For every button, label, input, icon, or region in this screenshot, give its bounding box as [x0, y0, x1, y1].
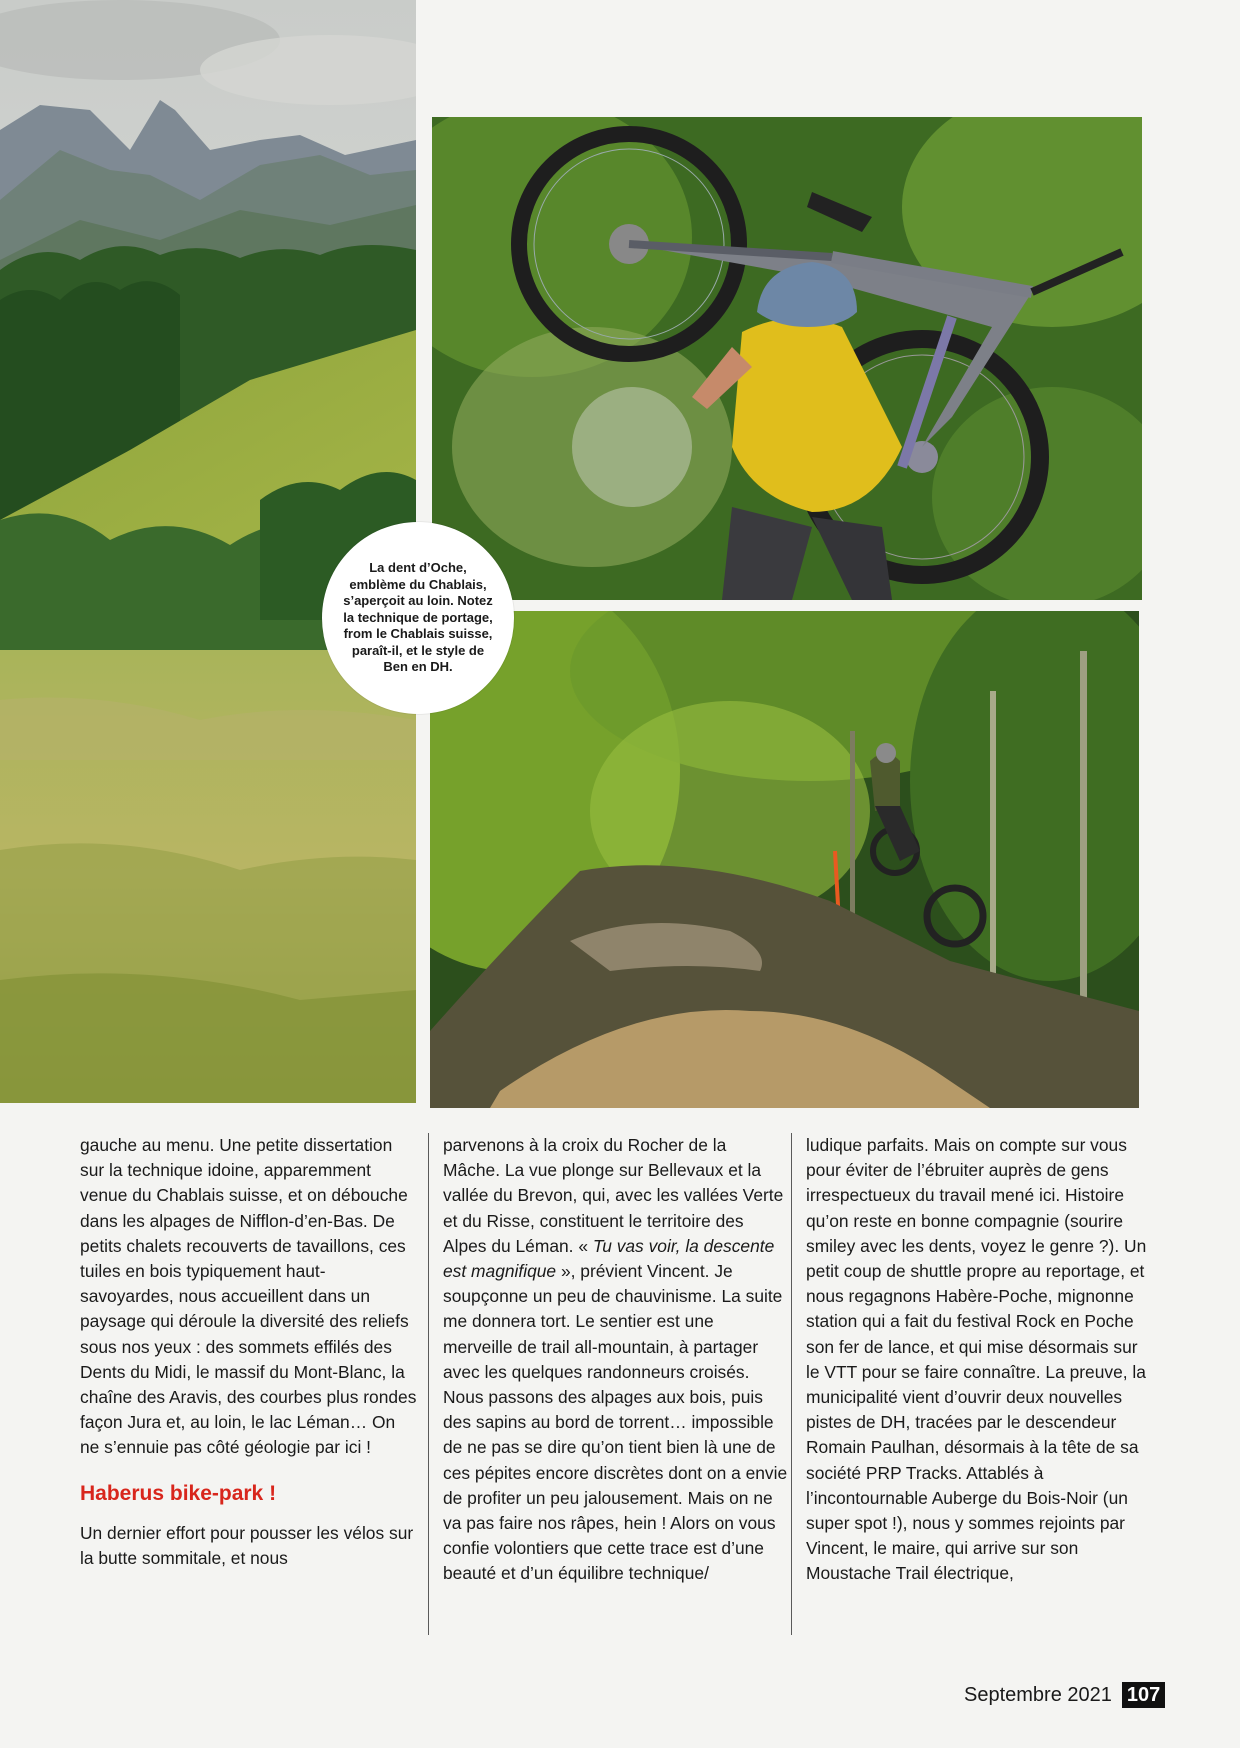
- photo-caption-bubble: [322, 522, 514, 714]
- column-rule: [791, 1133, 792, 1635]
- body-paragraph: [443, 1133, 788, 1587]
- page-folio: [964, 1682, 1165, 1708]
- issue-date: Septembre 2021: [964, 1683, 1112, 1706]
- body-paragraph: gauche au menu. Une petite dissertation sur la technique idoine, apparemment venue du Chablais suisse, et on débouche dans les alpages de Nifflon-d’en-Bas. De petits chalets recouverts de tavaillons, ces tuiles en bois typiquement haut-savoyardes, nous accueillent dans un paysage qui déroule la diversité des reliefs sous nos yeux : des sommets effilés des Dents du Midi, le massif du Mont-Blanc, la chaîne des Aravis, des courbes plus rondes façon Jura et, au loin, le lac Léman… On ne s’ennuie pas côté géologie par ici !: [80, 1135, 417, 1458]
- body-text: », prévient Vincent. Je soupçonne un peu de chauvinisme. La suite me donnera tort. Le sentier est une merveille de trail all-mountain, à partager avec les quelques randonneurs croisés. Nous passons des alpages aux bois, puis des sapins au bord de torrent… impossible de ne pas se dire qu’on tient bien là une de ces pépites encore discrètes dont on a envie de profiter un peu jalousement. Mais on ne va pas faire nos râpes, hein ! Alors on vous confie volontiers que cette trace est d’une beauté et d’un équilibre technique/: [443, 1261, 788, 1584]
- article-column-2: [443, 1133, 788, 1587]
- article-column-3: [806, 1133, 1151, 1587]
- body-text: parvenons à la croix du Rocher de la Mâche. La vue plonge sur Bellevaux et la vallée du Brevon, qui, avec les vallées Verte et du Risse, constituent le territoire des Alpes du Léman. «: [443, 1135, 784, 1256]
- article-column-1: [80, 1133, 418, 1571]
- photo-caption: La dent d’Oche, emblème du Chablais, s’aperçoit au loin. Notez la technique de portage, from le Chablais suisse, paraît-il, et le style de Ben en DH.: [343, 560, 493, 675]
- body-paragraph: Un dernier effort pour pousser les vélos sur la butte sommitale, et nous: [80, 1522, 414, 1568]
- portage-photo: [432, 117, 1142, 600]
- column-rule: [428, 1133, 429, 1635]
- section-subhead: Haberus bike-park !: [80, 1481, 277, 1505]
- jump-photo: [430, 611, 1139, 1108]
- quote-text: Tu vas voir, la descente est magnifique: [443, 1235, 775, 1282]
- page-number: 107: [1122, 1682, 1165, 1708]
- body-paragraph: ludique parfaits. Mais on compte sur vous pour éviter de l’ébruiter auprès de gens irrespectueux du travail mené ici. Histoire qu’on reste en bonne compagnie (sourire smiley avec les dents, voyez le genre ?). Un petit coup de shuttle propre au reportage, et nous regagnons Habère-Poche, mignonne station qui a fait du festival Rock en Poche son fer de lance, et qui mise désormais sur le VTT pour se faire connaître. La preuve, la municipalité vient d’ouvrir deux nouvelles pistes de DH, tracées par le descendeur Romain Paulhan, désormais à la tête de sa société PRP Tracks. Attablés à l’incontournable Auberge du Bois-Noir (un super spot !), nous y sommes rejoints par Vincent, le maire, qui arrive sur son Moustache Trail électrique,: [806, 1135, 1147, 1584]
